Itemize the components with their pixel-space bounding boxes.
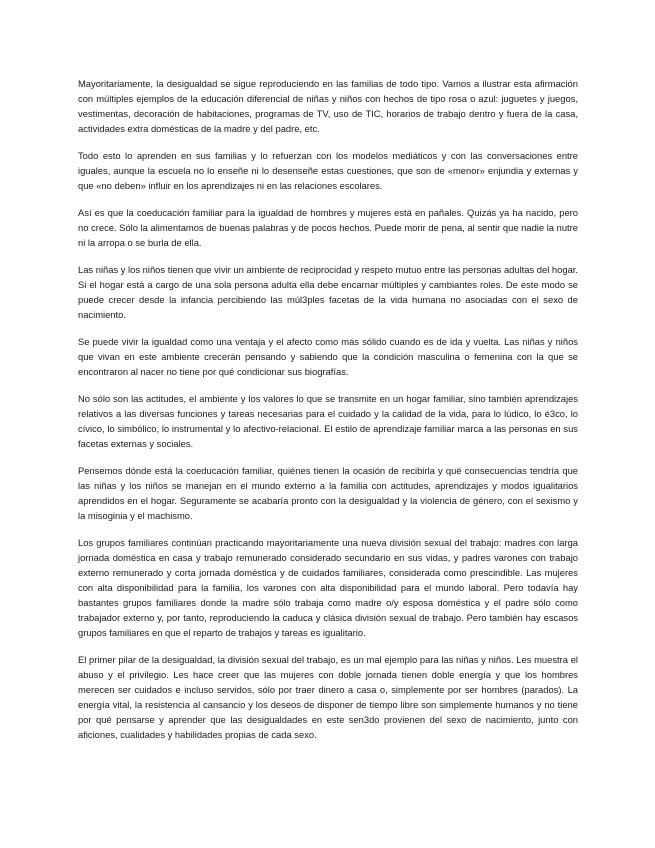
document-page: [78, 76, 578, 754]
paragraph: Las niñas y los niños tienen que vivir un ambiente de reciprocidad y respeto mutuo entre las personas adultas del hogar. Si el hogar está a cargo de una sola persona adulta ella debe encarnar múltiples y cambiantes roles. De este modo se puede crecer desde la infancia percibiendo las múl3ples facetas de la vida humana no asociadas con el sexo de nacimiento.: [78, 264, 578, 320]
paragraph: Se puede vivir la igualdad como una ventaja y el afecto como más sólido cuando es de ida y vuelta. Las niñas y niños que vivan en este ambiente crecerán pensando y sabiendo que la condición masculina o femenina con la que se encontraron al nacer no tiene por qué condicionar sus biografías.: [78, 336, 578, 377]
paragraph: Mayoritariamente, la desigualdad se sigue reproduciendo en las familias de todo tipo. Vamos a ilustrar esta afirmación con múltiples ejemplos de la educación diferencial de niñas y niños con hechos de tipo rosa o azul: juguetes y juegos, vestimentas, decoración de habitaciones, programas de TV, uso de TIC, horarios de trabajo dentro y fuera de la casa, actividades extra domésticas de la madre y del padre, etc.: [78, 78, 578, 134]
paragraph: Los grupos familiares continúan practicando mayoritariamente una nueva división sexual del trabajo: madres con larga jornada doméstica en casa y trabajo remunerado considerado secundario en sus vidas, y padres varones con trabajo externo remunerado y corta jornada doméstica y de cuidados familiares, considerada como prescindible. Las mujeres con alta disponibilidad para la familia, los varones con alta disponibilidad para el mundo laboral. Pero todavía hay bastantes grupos familiares donde la madre sólo trabaja como madre o/y esposa doméstica y el padre sólo como trabajador externo y, por tanto, reproduciendo la caduca y clásica división sexual de trabajo. Pero también hay escasos grupos familiares en que el reparto de trabajos y tareas es igualitario.: [78, 537, 578, 638]
paragraph: Pensemos dónde está la coeducación familiar, quiénes tienen la ocasión de recibirla y qué consecuencias tendría que las niñas y los niños se manejan en el mundo externo a la familia con actitudes, aprendizajes y modos igualitarios aprendidos en el hogar. Seguramente se acabaría pronto con la desigualdad y la violencia de género, con el sexismo y la misoginia y el machismo.: [78, 465, 578, 521]
paragraph: Todo esto lo aprenden en sus familias y lo refuerzan con los modelos mediáticos y con las conversaciones entre iguales, aunque la escuela no lo enseñe ni lo desenseñe estas cuestiones, que son de «menor» enjundia y externas y que «no deben» influir en los aprendizajes ni en las relaciones escolares.: [78, 150, 578, 191]
paragraph: Así es que la coeducación familiar para la igualdad de hombres y mujeres está en pañales. Quizás ya ha nacido, pero no crece. Sólo la alimentamos de buenas palabras y de pocos hechos. Puede morir de pena, al sentir que nadie la nutre ni la arropa o se burla de ella.: [78, 207, 578, 248]
paragraph: El primer pilar de la desigualdad, la división sexual del trabajo, es un mal ejemplo para las niñas y niños. Les muestra el abuso y el privilegio. Les hace creer que las mujeres con doble jornada tienen doble energía y que los hombres merecen ser cuidados e incluso servidos, sólo por traer dinero a casa o, simplemente por ser hombres (parados). La energía vital, la resistencia al cansancio y los deseos de disponer de tiempo libre son simplemente humanos y no tiene por qué pensarse y aprender que las desigualdades en este sen3do provienen del sexo de nacimiento, junto con aficiones, cualidades y habilidades propias de cada sexo.: [78, 654, 578, 740]
paragraph: No sólo son las actitudes, el ambiente y los valores lo que se transmite en un hogar familiar, sino también aprendizajes relativos a las diversas funciones y tareas necesarias para el cuidado y la calidad de la vida, para lo lúdico, lo é3co, lo cívico, lo simbólico, lo instrumental y lo afectivo-relacional. El estilo de aprendizaje familiar marca a las personas en sus facetas externas y sociales.: [78, 393, 578, 449]
